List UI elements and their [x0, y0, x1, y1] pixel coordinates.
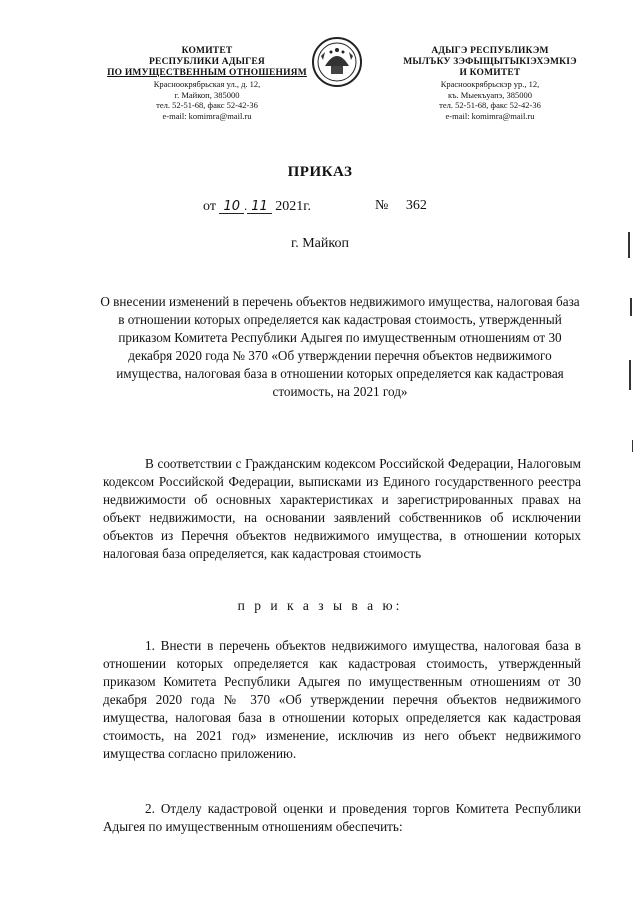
date-line: от 10 . 11 2021г. — [203, 198, 311, 214]
emblem-icon — [311, 36, 363, 88]
scan-mark — [628, 232, 630, 258]
preamble-paragraph: В соответствии с Гражданским кодексом Российской Федерации, Налоговым кодексом Российской Федерации, выписками из Единого государственного реестра недвижимости об основных характеристиках и зарегистрированных правах на объект недвижимости, на основании заявлений собственников об исключении объектов из Перечня объектов недвижимого имущества, в отношении которых налоговая база определяется, как кадастровая стоимость — [103, 456, 581, 561]
item-2-paragraph: 2. Отделу кадастровой оценки и проведения торгов Комитета Республики Адыгея по имущественным отношениям обеспечить: — [103, 801, 581, 834]
header-right-title-1: АДЫГЭ РЕСПУБЛИКЭМ — [431, 46, 549, 56]
header-left-city: г. Майкоп, 385000 — [174, 89, 240, 100]
header-left-phone: тел. 52-51-68, факс 52-42-36 — [156, 100, 258, 110]
number-line — [375, 198, 441, 214]
header-left-address: Красноокрябрьская ул., д. 12, — [153, 79, 261, 89]
date-year: 2021г. — [275, 199, 311, 214]
header-left-email: e-mail: komimra@mail.ru — [162, 110, 252, 121]
order-number: 362 — [405, 198, 427, 213]
number-prefix: № — [375, 198, 389, 213]
header-left-title-3: ПО ИМУЩЕСТВЕННЫМ ОТНОШЕНИЯМ — [107, 68, 307, 78]
header-right — [374, 46, 606, 121]
date-prefix: от — [203, 199, 216, 214]
document-subject: О внесении изменений в перечень объектов недвижимого имущества, налоговая база в отношении которых определяется как кадастровая стоимость, утвержденный приказом Комитета Республики Адыгея по имущественным отношениям от 30 декабря 2020 года № 370 «Об утверждении перечня объектов недвижимого имущества, налоговая база в отношении которых определяется как кадастровая стоимость, на 2021 год» — [100, 294, 580, 399]
scan-mark — [629, 360, 631, 390]
order-word: п р и к а з ы в а ю: — [237, 598, 403, 613]
header-left — [88, 46, 326, 121]
item-1-paragraph: 1. Внести в перечень объектов недвижимого имущества, налоговая база в отношении которых определяется как кадастровая стоимость, утвержденный приказом Комитета Республики Адыгея по имущественным отношениям от 30 декабря 2020 года № 370 «Об утверждении перечня объектов недвижимого имущества, налоговая база в отношении которых определяется как кадастровая стоимость, на 2021 год» изменение, исключив из него объект недвижимого имущества согласно приложению. — [103, 638, 581, 761]
header-right-phone: тел. 52-51-68, факс 52-42-36 — [439, 100, 541, 110]
date-day: 10 — [219, 200, 244, 214]
header-left-title-1: КОМИТЕТ — [181, 46, 233, 56]
scan-mark — [630, 298, 632, 316]
header-right-email: e-mail: komimra@mail.ru — [445, 110, 535, 121]
header-right-city: къ. Мыекъуапэ, 385000 — [447, 89, 533, 100]
date-month: 11 — [247, 200, 272, 214]
document-title: ПРИКАЗ — [287, 164, 353, 180]
header-right-title-2: МЫЛЪКУ ЗЭФЫЩЫТЫКІЭХЭМКІЭ — [403, 57, 577, 67]
header-right-address: Красноокрябрьскэр ур., 12, — [440, 79, 540, 89]
header-left-title-2: РЕСПУБЛИКИ АДЫГЕЯ — [149, 57, 265, 67]
scan-mark — [632, 440, 633, 452]
header-right-title-3: И КОМИТЕТ — [459, 68, 521, 78]
document-city: г. Майкоп — [291, 236, 349, 251]
